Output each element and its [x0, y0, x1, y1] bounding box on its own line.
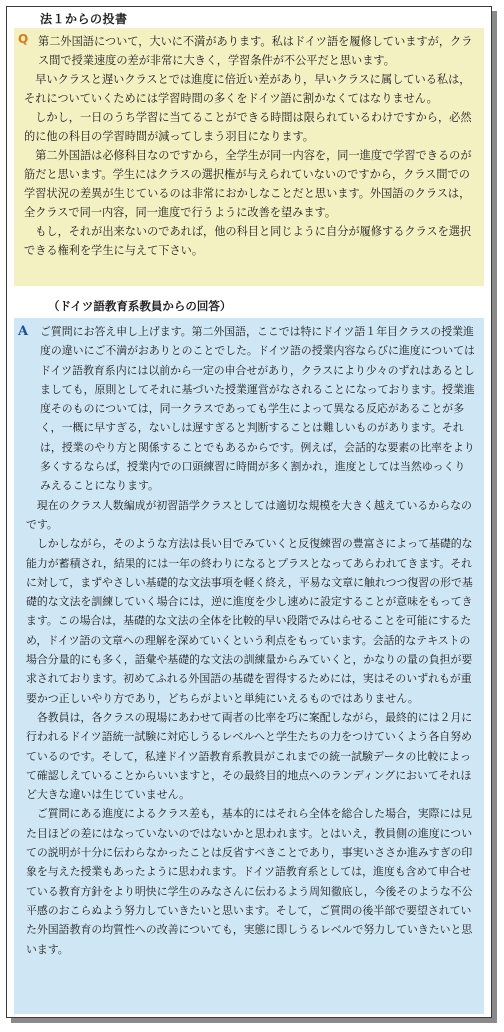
answer-paragraph: ご質問にある進度によるクラス差も，基本的にはそれら全体を総合した場合，実際には見た目ほどの差にはなっていないのではないかと思われます。とはいえ，教員側の進度についての説明が十分に伝わらなかったことは反省すべきことであり，事実いささか進みすぎの印象を与えた授業もあったように思われます。ドイツ語教育系としては，進度も含めて申合せている教育方針をより明快に学生のみなさんに伝わるよう周知徹底し，今後そのような不公平感のおこらぬよう努力していきたいと思います。そして，ご質問の後半部で要望されていた外国語教育の均質性への改善についても，実態に即しうるレベルで努力していきたいと思います。	[26, 807, 473, 956]
answer-paragraph: ご質問にお答え申し上げます。第二外国語，ここでは特にドイツ語１年目クラスの授業進度の違いにご不満がおありとのことでした。ドイツ語の授業内容ならびに進度についてはドイツ語教育系内には以前から一定の申合せがあり，クラスにより少々のずれはあるとしましても，原則としてそれに基づいた授業運営がなされることになっております。授業進度そのものについては，同一クラスであっても学生によって異なる反応があることが多く，一概に早すぎる，ないしは遅すぎると判断することは難しいものがあります。それは，授業のやり方と関係することでもあるからです。例えば，会話的な要素の比率をより多くするならば，授業内での口頭練習に時間が多く割かれ，進度としては当然ゆっくりみえることになります。	[40, 325, 475, 493]
answer-heading: （ドイツ語教育系教員からの回答）	[48, 299, 232, 313]
answer-text	[26, 322, 476, 959]
question-paragraph: 早いクラスと遅いクラスとでは進度に倍近い差があり，早いクラスに属している私は，それについていくためには学習時間の多くをドイツ語に割かなくてはなりません。	[24, 73, 471, 105]
answer-paragraph: 現在のクラス人数編成が初習語学クラスとしては適切な規模を大きく越えているからなのです。	[26, 498, 472, 531]
question-paragraph: 第二外国語は必修科目なのですから，全学生が同一内容を，同一進度で学習できるのが筋だと思います。学生にはクラスの選択権が与えられていないのですから，クラス間での学習状況の差異が生じているのは非常におかしなことだと思います。外国語のクラスは，全クラスで同一内容，同一進度で行うように改善を望みます。	[24, 149, 472, 219]
answer-box	[14, 318, 484, 1014]
answer-paragraph: しかしながら，そのような方法は長い目でみていくと反復練習の豊富さによって基礎的な能力が蓄積され，結果的には一年の終わりになるとプラスとなってあらわれてきます。それに対して，まずやさしい基礎的な文法事項を軽く終え，平易な文章に触れつつ復習の形で基礎的な文法を訓練していく場合には，逆に進度を少し速めに設定することが意味をもってきます。この場合は，基礎的な文法の全体を比較的早い段階でみはらせることを可能にするため，ドイツ語の文章への理解を深めていくという利点をもっています。会話的なテキストの場合分量的にも多く，語彙や基礎的な文法の訓練量からみていくと，かなりの量の負担が要求されております。初めてふれる外国語の基礎を習得するためには，実はそのいずれもが重要かつ正しいやり方であり，どちらがよいと単純にいえるものではありません。	[26, 537, 473, 705]
question-paragraph: しかし，一日のうち学習に当てることができる時間は限られているわけですから，必然的に他の科目の学習時間が減ってしまう羽目になります。	[24, 111, 472, 143]
question-paragraph: 第二外国語について，大いに不満があります。私はドイツ語を履修していますが，クラス間で授業速度の差が非常に大きく，学習条件が不公平だと思います。	[38, 35, 473, 67]
answer-paragraph: 各教員は，各クラスの現場にあわせて両者の比率を巧に案配しながら，最終的には２月に行われるドイツ語統一試験に対応しうるレベルへと学生たちの力をつけていくよう各自努めているのです。そして，私達ドイツ語教育系教員がこれまでの統一試験データの比較によって確認しえていることからいいますと，その最終目的地点へのランディングにおいてそれほど大きな違いは生じていません。	[26, 710, 473, 802]
question-paragraph: もし，それが出来ないのであれば，他の科目と同じように自分が履修するクラスを選択できる権利を学生に与えて下さい。	[24, 225, 472, 257]
question-mark-icon: Q	[18, 32, 29, 46]
question-box	[14, 28, 484, 286]
question-text	[24, 32, 476, 260]
answer-mark-icon: A	[18, 324, 29, 339]
page-title: 法１からの投書	[40, 12, 128, 26]
